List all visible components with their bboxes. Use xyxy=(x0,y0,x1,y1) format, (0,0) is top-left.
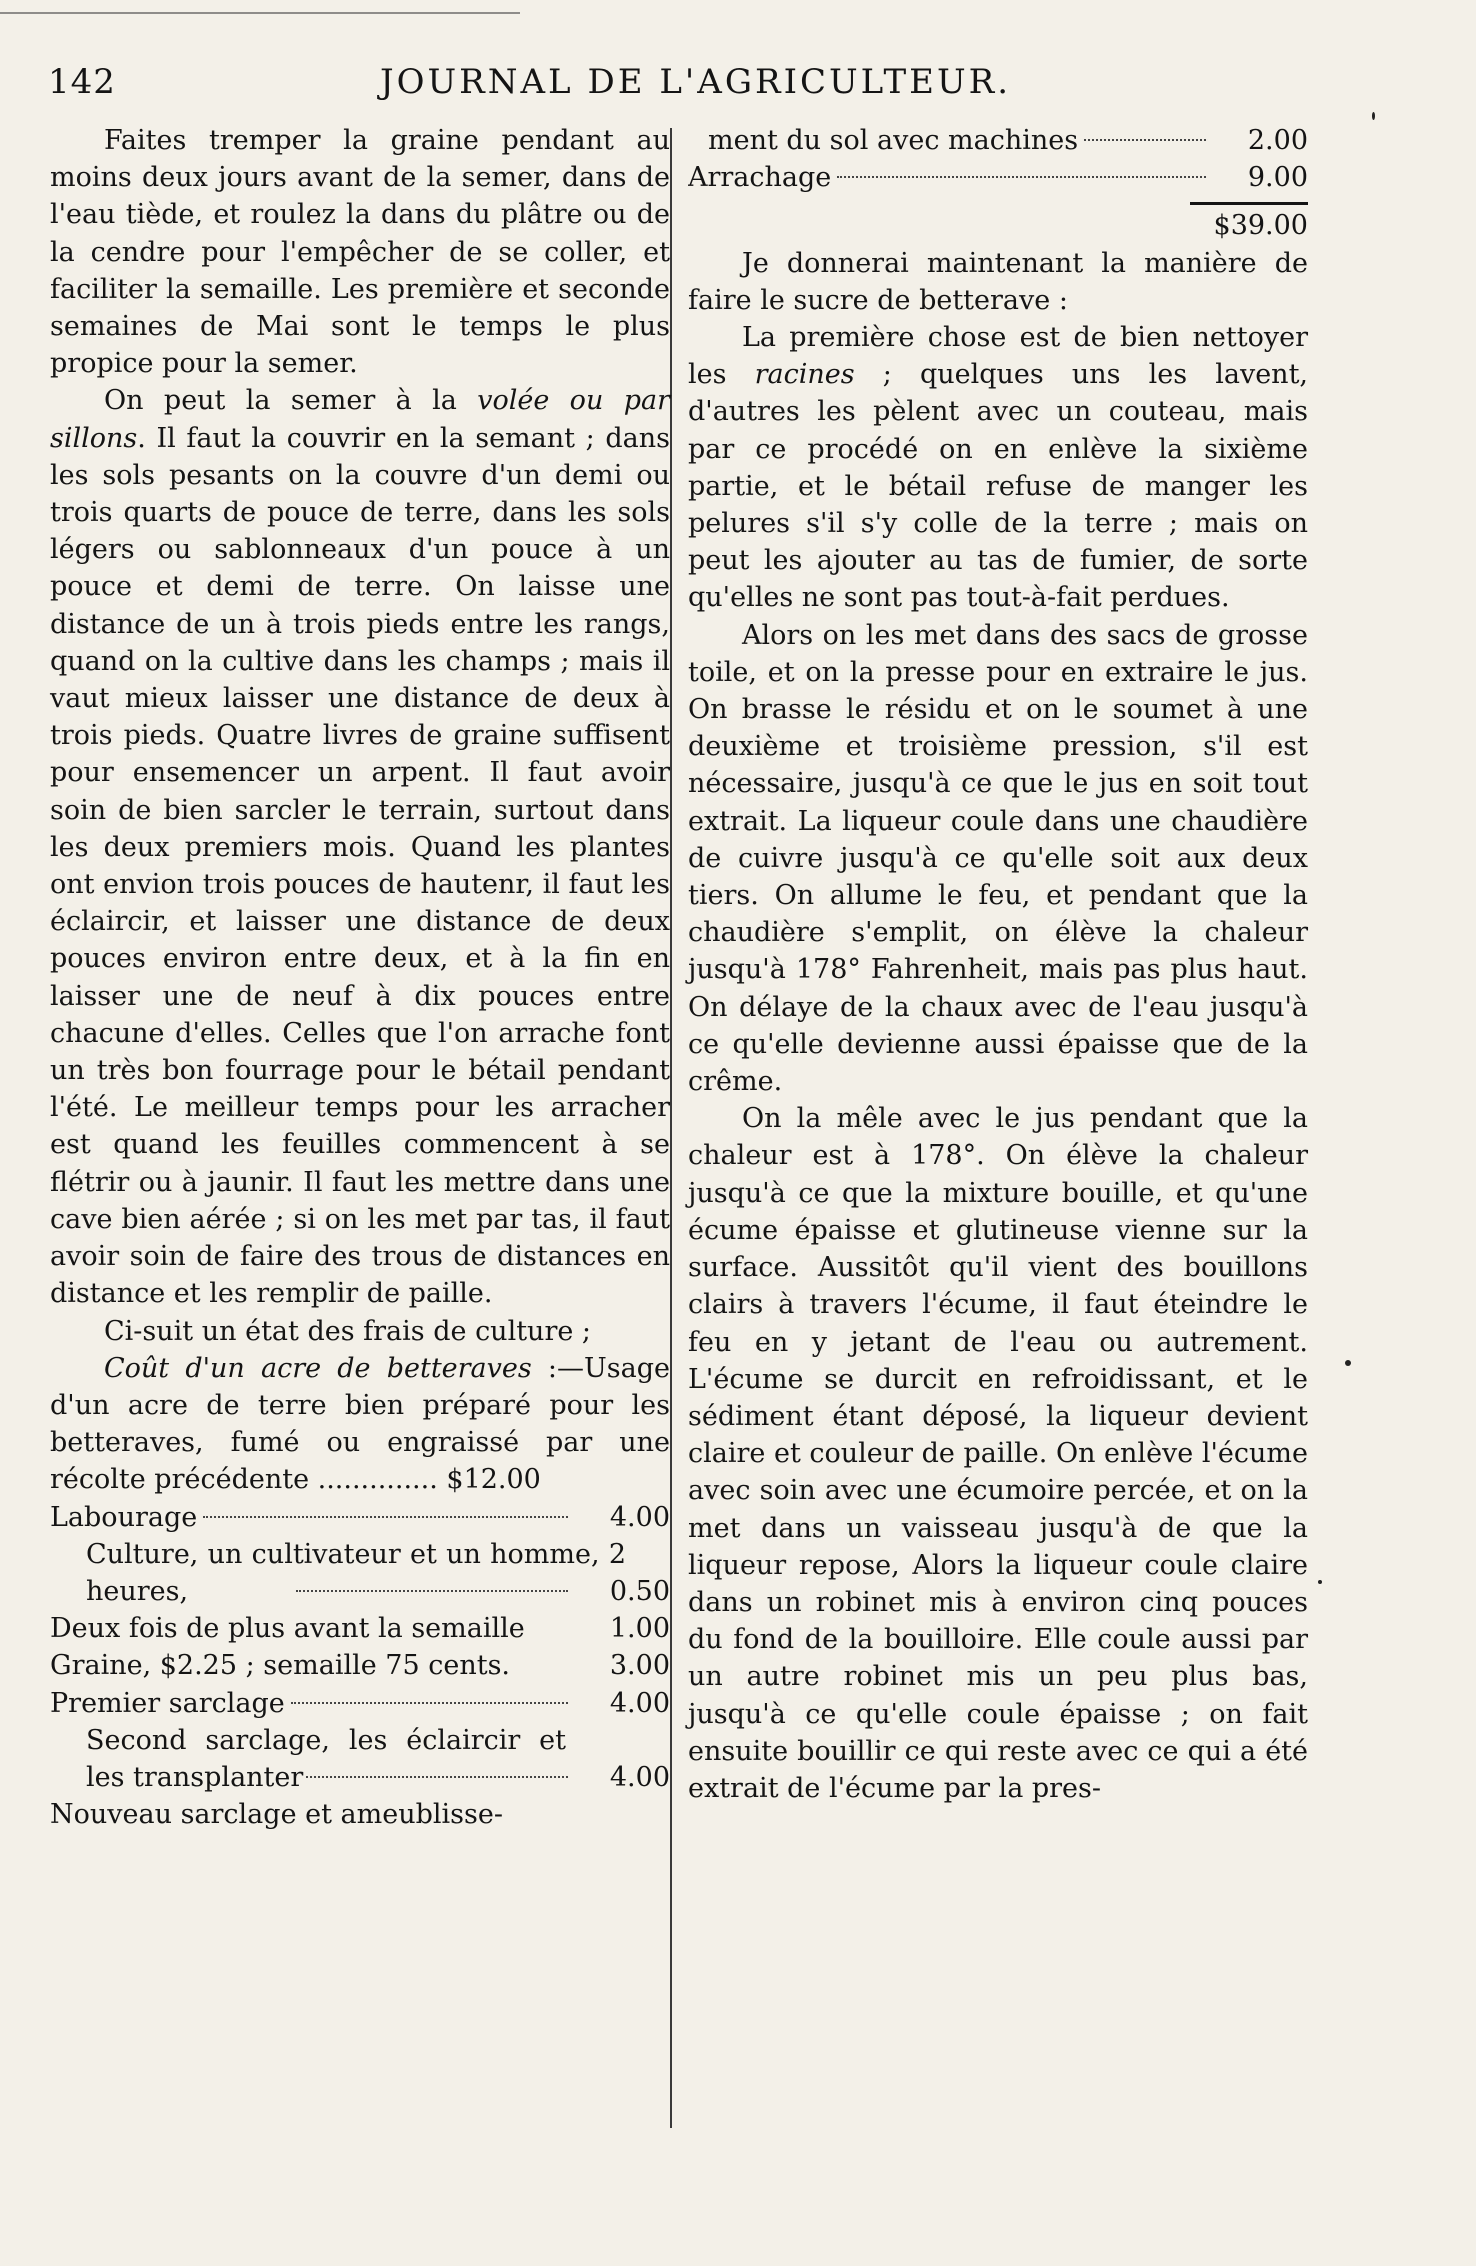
total-rule-wrap xyxy=(688,196,1308,207)
text-run: ; quelques uns les lavent, d'autres les pèlent avec un couteau, mais par ce procédé on en enlève la sixième partie, et le bétail refuse de manger les pelures s'il s'y colle de la terre ; mais on peut les ajouter au tas de fumier, de sorte qu'elles ne sont pas tout-à-fait perdues. xyxy=(688,359,1308,614)
cost-amount: 2.00 xyxy=(1247,125,1308,156)
leader-dots xyxy=(296,1590,568,1592)
total-rule xyxy=(1190,202,1308,205)
leader-dots xyxy=(306,1776,568,1778)
text-run: :—Usage d'un acre de terre bien préparé pour les betteraves, fumé ou engraissé par une récolte précédente xyxy=(50,1352,670,1496)
leader-dots xyxy=(1084,139,1206,141)
ink-speck xyxy=(1345,1360,1351,1366)
cost-amount: 4.00 xyxy=(609,1501,670,1533)
cost-label: Arrachage xyxy=(688,162,832,194)
cost-list xyxy=(50,1499,670,1797)
cost-row xyxy=(50,1722,670,1796)
leader-dots xyxy=(203,1516,568,1518)
right-column xyxy=(688,122,1308,1807)
column-divider xyxy=(670,128,672,2128)
cost-amount: 0.50 xyxy=(609,1575,670,1607)
italic-text: volée ou par sillons xyxy=(50,385,670,454)
paragraph: On la mêle avec le jus pendant que la chaleur est à 178°. On élève la chaleur jusqu'à ce que la mixture bouille, et qu'une écume épaisse et glutineuse vienne sur la surface. Aussitôt qu'il vient des bouillons clairs à travers l'écume, il faut éteindre le feu en y jetant de l'eau ou autrement. L'écume se durcit en refroidissant, et le sédiment étant déposé, la liqueur devient claire et couleur de paille. On enlève l'écume avec soin avec une écumoire percée, et on la met dans un vaisseau jusqu'à de que la liqueur repose, Alors la liqueur coule claire dans un robinet mis à environ cinq pouces du fond de la bouilloire. Elle coule aussi par un autre robinet mis un peu plus bas, jusqu'à ce qu'elle coule épaisse ; on fait ensuite bouillir ce qui reste avec ce qui a été extrait de l'écume par la pres- xyxy=(688,1103,1308,1804)
text-run: On peut la semer à la xyxy=(104,385,478,417)
ink-speck xyxy=(1318,1580,1322,1584)
italic-text: racines xyxy=(754,359,855,391)
cost-row xyxy=(50,1647,670,1684)
cost-label: ment du sol avec machines xyxy=(708,125,1079,156)
cost-row xyxy=(688,122,1308,159)
ink-speck xyxy=(1372,112,1375,120)
running-title: JOURNAL DE L'AGRICULTEUR. xyxy=(380,62,1012,102)
cost-row xyxy=(50,1685,670,1722)
cost-intro-paragraph xyxy=(50,1350,670,1499)
text-run: . Il faut la couvrir en la semant ; dans les sols pesants on la couvre d'un demi ou trois quarts de pouce de terre, dans les sols légers ou sablonneaux d'un pouce à un pouce et demi de terre. On laisse une distance de un à trois pieds entre les rangs, quand on la cultive dans les champs ; mais il vaut mieux laisser une distance de deux à trois pieds. Quatre livres de graine suffisent pour ensemencer un arpent. Il faut avoir soin de bien sarcler le terrain, surtout dans les deux premiers mois. Quand les plantes ont envion trois pouces de hautenr, il faut les éclaircir, et laisser une distance de deux pouces environ entre deux, et à la fin en laisser une de neuf à dix pouces entre chacune d'elles. Celles que l'on arrache font un très bon fourrage pour le bétail pendant l'été. Le meilleur temps pour les arracher est quand les feuilles commencent à se flétrir ou à jaunir. Il faut les mettre dans une cave bien aérée ; si on les met par tas, il faut avoir soin de faire des trous de distances en distance et les remplir de paille. xyxy=(50,422,670,1310)
cost-row xyxy=(50,1499,670,1536)
cost-row xyxy=(688,159,1308,196)
last-line: Nouveau sarclage et ameublisse- xyxy=(50,1799,503,1831)
leader-dots xyxy=(291,1702,568,1704)
cost-amount: 1.00 xyxy=(609,1613,670,1645)
paragraph xyxy=(50,382,670,1312)
paragraph: Faites tremper la graine pendant au moins deux jours avant de la semer, dans de l'eau tiède, et roulez la dans du plâtre ou de la cendre pour l'empêcher de se coller, et faciliter la semaille. Les première et seconde semaines de Mai sont le temps le plus propice pour la semer. xyxy=(50,125,670,380)
cost-label: Labourage xyxy=(50,1501,198,1533)
cost-label: Culture, un cultivateur et un homme, 2 heures, xyxy=(86,1538,626,1607)
cost-amount: 3.00 xyxy=(609,1650,670,1682)
cost-label: Graine, $2.25 ; semaille 75 cents. xyxy=(50,1650,511,1682)
paragraph: Ci-suit un état des frais de culture ; xyxy=(104,1315,592,1347)
cost-amount: 9.00 xyxy=(1247,162,1308,194)
cost-total: $39.00 xyxy=(1213,210,1308,242)
leader-dots: .............. xyxy=(309,1464,447,1496)
cost-label: Premier sarclage xyxy=(50,1687,285,1719)
cost-row xyxy=(50,1610,670,1647)
italic-text: Coût d'un acre de betteraves xyxy=(104,1352,532,1384)
top-border-line xyxy=(0,12,520,14)
paragraph: Je donnerai maintenant la manière de faire le sucre de betterave : xyxy=(688,247,1308,316)
cost-label: Deux fois de plus avant la semaille xyxy=(50,1613,525,1645)
cost-label: Second sarclage, les éclaircir et les transplanter xyxy=(86,1724,566,1793)
left-column xyxy=(50,122,670,1833)
cost-amount: $12.00 xyxy=(446,1464,541,1496)
cost-amount: 4.00 xyxy=(609,1687,670,1719)
page-header xyxy=(40,60,1280,116)
page-number: 142 xyxy=(48,62,116,102)
cost-amount: 4.00 xyxy=(609,1761,670,1793)
cost-row xyxy=(50,1536,670,1610)
leader-dots xyxy=(837,176,1206,178)
paragraph xyxy=(688,319,1308,617)
paragraph: Alors on les met dans des sacs de grosse toile, et on la presse pour en extraire le jus. On brasse le résidu et on le soumet à une deuxième et troisième pression, s'il est nécessaire, jusqu'à ce que le jus en soit tout extrait. La liqueur coule dans une chaudière de cuivre jusqu'à ce qu'elle soit aux deux tiers. On allume le feu, et pendant que la chaudière s'emplit, on élève la chaleur jusqu'à 178° Fahrenheit, mais pas plus haut. On délaye de la chaux avec de l'eau jusqu'à ce qu'elle devienne aussi épaisse que de la crême. xyxy=(688,619,1308,1098)
text-run: La première chose est de bien nettoyer les xyxy=(688,322,1308,391)
cost-list xyxy=(688,122,1308,196)
